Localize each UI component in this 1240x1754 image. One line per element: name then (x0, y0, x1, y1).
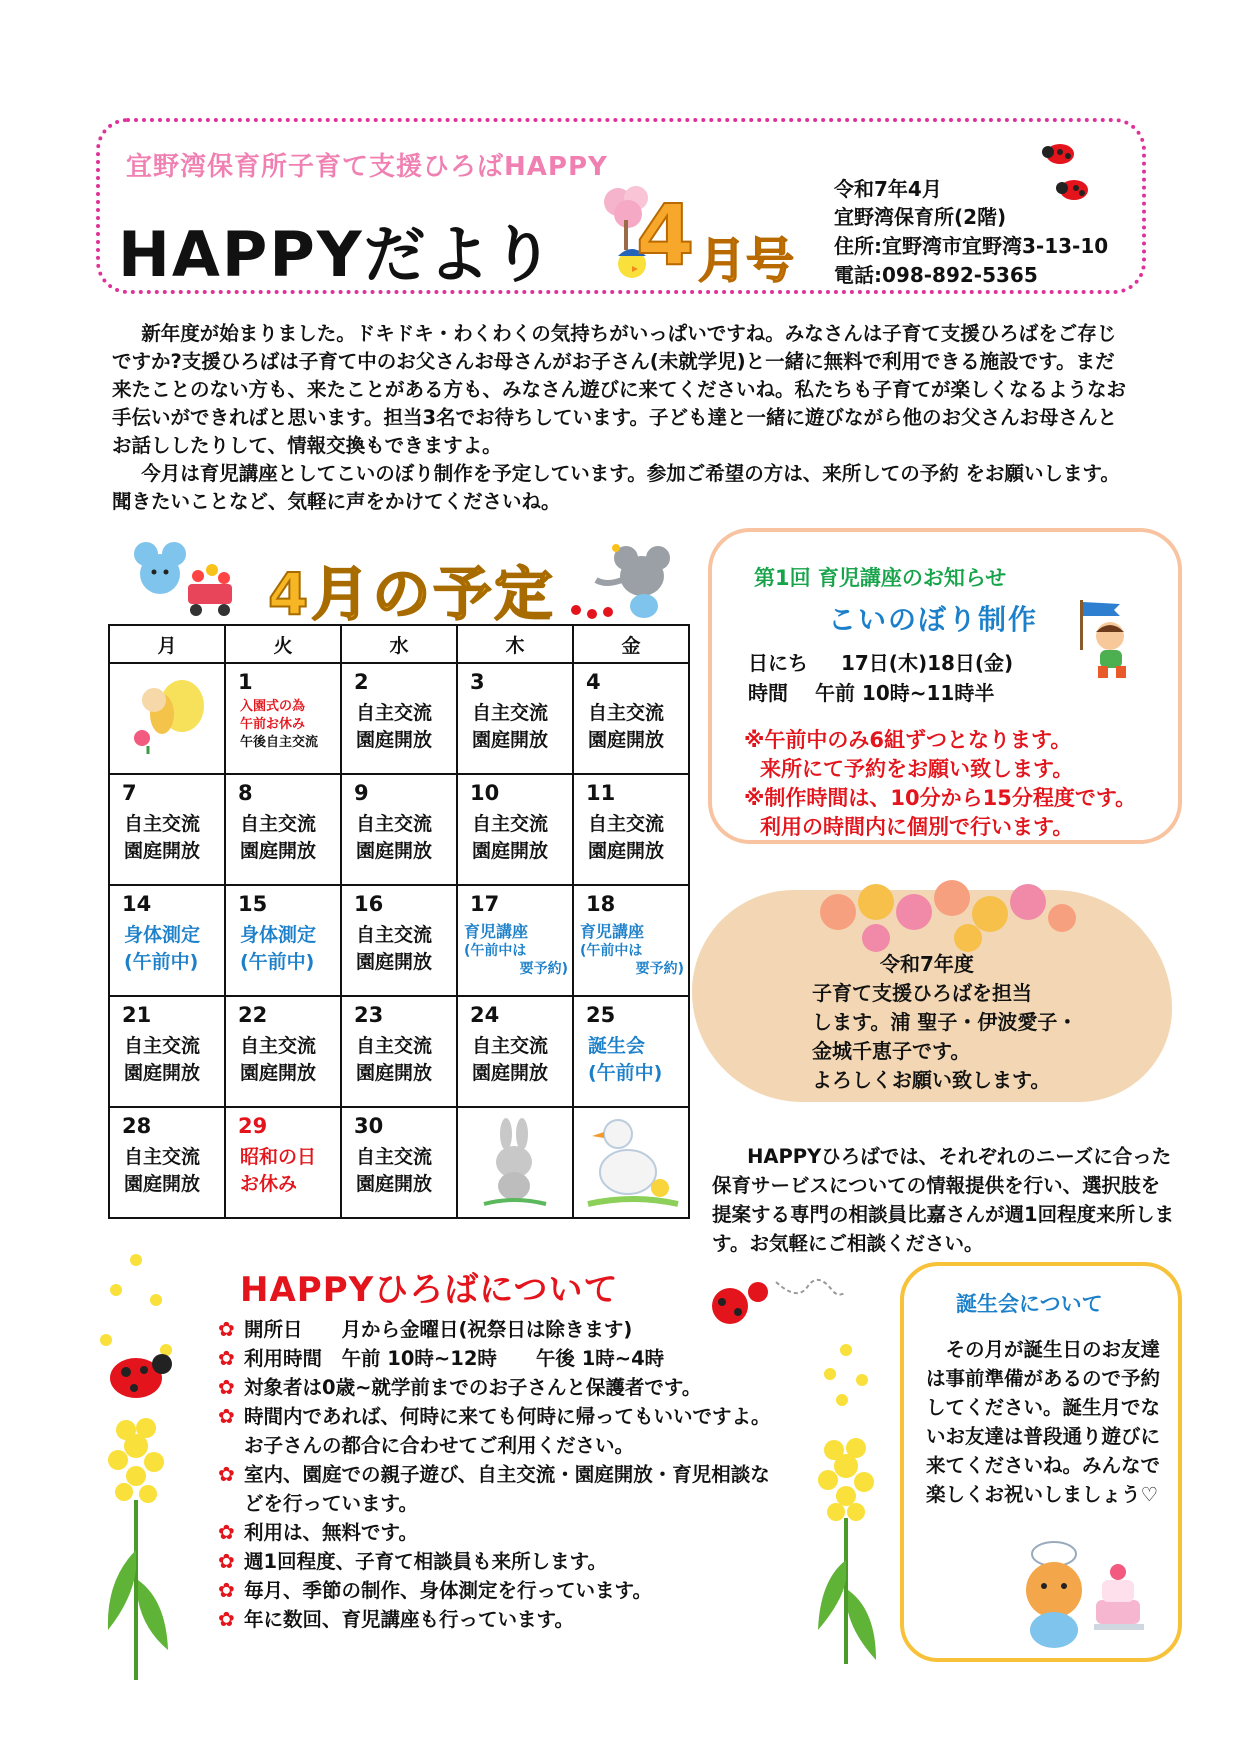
event-line: (午前中) (240, 951, 315, 973)
day-events (124, 922, 200, 976)
event-line: 自主交流 (240, 1035, 317, 1057)
day-number: 16 (354, 892, 384, 916)
day-number: 3 (470, 670, 485, 694)
event-line: 自主交流 (588, 702, 665, 724)
schedule-title: 4月の予定 (268, 560, 556, 628)
calendar-cell (573, 996, 689, 1107)
about-item: ✿ 年に数回、育児講座も行っています。 (218, 1605, 778, 1634)
course-time-label: 時間 (748, 681, 788, 705)
event-line: (午前中) (588, 1062, 663, 1084)
calendar-cell (341, 1107, 457, 1218)
day-events (240, 1033, 316, 1087)
event-line: 要予約) (519, 961, 568, 977)
staff-line: します。浦 聖子・伊波愛子・ (812, 1010, 1078, 1034)
rapeseed-flower-left-icon (96, 1250, 186, 1690)
event-line: (午前中は (580, 943, 643, 959)
day-events (124, 811, 200, 865)
day-events (124, 1144, 200, 1198)
event-line: 入園式の為 (240, 699, 306, 714)
staff-line: よろしくお願い致します。 (812, 1068, 1051, 1092)
day-number: 8 (238, 781, 253, 805)
day-number: 17 (470, 892, 500, 916)
day-number: 10 (470, 781, 500, 805)
day-number: 28 (122, 1114, 152, 1138)
event-line: 園庭開放 (356, 729, 433, 751)
flowers-icon (818, 868, 1078, 952)
about-item: ✿ 利用は、無料です。 (218, 1518, 778, 1547)
calendar-week (109, 996, 689, 1107)
calendar-cell (109, 1107, 225, 1218)
address: 住所:宜野湾市宜野湾3-13-10 (834, 234, 1109, 258)
day-events (472, 1033, 548, 1087)
weekday-header-row (109, 625, 689, 663)
weekday-header: 木 (457, 625, 573, 663)
event-line: 園庭開放 (240, 840, 317, 862)
day-number: 4 (586, 670, 601, 694)
calendar-cell-empty (109, 663, 225, 774)
calendar-cell (225, 996, 341, 1107)
birthday-text: その月が誕生日のお友達は事前準備があるので予約してください。誕生月でないお友達は普段通り遊びに来てくださいね。みんなで楽しくお祝いしましょう♡ (926, 1338, 1161, 1506)
about-item: ✿ 時間内であれば、何時に来ても何時に帰ってもいいですよ。お子さんの都合に合わせてご利用ください。 (218, 1402, 778, 1460)
course-time-row (748, 677, 994, 706)
birthday-text-block (926, 1335, 1162, 1509)
event-line: 自主交流 (472, 813, 549, 835)
day-number: 29 (238, 1114, 268, 1138)
butterfly-icon (128, 674, 208, 754)
day-number: 15 (238, 892, 268, 916)
event-line: 自主交流 (124, 1146, 201, 1168)
event-line: 園庭開放 (472, 1062, 549, 1084)
day-events (580, 922, 684, 978)
day-events (240, 1144, 316, 1198)
event-line: 自主交流 (240, 813, 317, 835)
day-number: 30 (354, 1114, 384, 1138)
event-line: 園庭開放 (472, 729, 549, 751)
event-line: 身体測定 (240, 924, 317, 946)
day-events (588, 700, 664, 754)
day-events (356, 1033, 432, 1087)
event-line: 要予約) (635, 961, 684, 977)
calendar-table (108, 624, 690, 1219)
event-line: 自主交流 (356, 1035, 433, 1057)
weekday-header: 水 (341, 625, 457, 663)
event-line: 園庭開放 (356, 1173, 433, 1195)
calendar-cell (573, 774, 689, 885)
event-line: 園庭開放 (240, 1062, 317, 1084)
calendar-cell (341, 996, 457, 1107)
rapeseed-flower-right-icon (806, 1340, 886, 1670)
day-number: 14 (122, 892, 152, 916)
event-line: お休み (240, 1173, 298, 1195)
calendar-cell (457, 996, 573, 1107)
event-line: 自主交流 (588, 813, 665, 835)
day-events (356, 811, 432, 865)
event-line: 園庭開放 (588, 840, 665, 862)
intro-text (112, 320, 1127, 516)
calendar-cell (341, 885, 457, 996)
day-number: 21 (122, 1003, 152, 1027)
event-line: 園庭開放 (124, 1062, 201, 1084)
staff-line: 子育て支援ひろばを担当 (812, 981, 1032, 1005)
about-item: ✿ 開所日 月から金曜日(祝祭日は除きます) (218, 1315, 778, 1344)
staff-line: 金城千恵子です。 (812, 1039, 971, 1063)
event-line: 自主交流 (356, 813, 433, 835)
event-line: 自主交流 (124, 813, 201, 835)
phone: 電話:098-892-5365 (834, 263, 1038, 287)
event-line: (午前中は (464, 943, 527, 959)
newsletter-title: HAPPYだより (118, 218, 556, 291)
rabbit-icon (480, 1118, 550, 1208)
facility-name: 宜野湾保育所(2階) (834, 205, 1007, 229)
day-number: 22 (238, 1003, 268, 1027)
about-title: HAPPYひろばについて (240, 1270, 619, 1310)
day-events (240, 922, 316, 976)
course-dates-row (748, 647, 1013, 676)
elephant-watering-icon (566, 540, 676, 624)
staff-message (812, 950, 1077, 1095)
issue-suffix: 月号 (698, 233, 795, 289)
bear-chef-with-cake-icon (1010, 1540, 1160, 1650)
day-events (356, 1144, 432, 1198)
calendar-cell (225, 663, 341, 774)
calendar-cell (573, 885, 689, 996)
event-line: 自主交流 (472, 1035, 549, 1057)
calendar-week (109, 774, 689, 885)
issue-number: 4 (636, 186, 695, 284)
event-line: 育児講座 (580, 922, 645, 941)
calendar-cell (109, 996, 225, 1107)
day-events (240, 698, 318, 752)
day-number: 25 (586, 1003, 616, 1027)
day-number: 9 (354, 781, 369, 805)
day-events (472, 811, 548, 865)
event-line: 自主交流 (356, 924, 433, 946)
event-line: 園庭開放 (124, 1173, 201, 1195)
calendar-cell (109, 885, 225, 996)
ladybug-icon (1038, 138, 1098, 210)
event-line: 自主交流 (356, 1146, 433, 1168)
event-line: 自主交流 (472, 702, 549, 724)
event-line: 園庭開放 (472, 840, 549, 862)
event-line: 誕生会 (588, 1035, 646, 1057)
calendar-cell (573, 663, 689, 774)
about-item: ✿ 利用時間 午前 10時~12時 午後 1時~4時 (218, 1344, 778, 1373)
course-note-2: ※制作時間は、10分から15分程度です。 (744, 786, 1137, 810)
calendar-week (109, 663, 689, 774)
calendar-cell (457, 885, 573, 996)
calendar-cell (225, 885, 341, 996)
day-number: 24 (470, 1003, 500, 1027)
duck-icon (588, 1114, 678, 1210)
day-number: 11 (586, 781, 616, 805)
event-line: 園庭開放 (124, 840, 201, 862)
course-note-1: ※午前中のみ6組ずつとなります。 (744, 728, 1072, 752)
weekday-header: 火 (225, 625, 341, 663)
birthday-title: 誕生会について (956, 1292, 1103, 1316)
advisor-text: HAPPYひろばでは、それぞれのニーズに合った保育サービスについての情報提供を行い、選択肢を提案する専門の相談員比嘉さんが週1回程度来所します。お気軽にご相談ください。 (712, 1145, 1175, 1255)
calendar-cell-holiday (225, 1107, 341, 1218)
event-line: (午前中) (124, 951, 199, 973)
day-events (124, 1033, 200, 1087)
about-item: ✿ 週1回程度、子育て相談員も来所します。 (218, 1547, 778, 1576)
issue-date: 令和7年4月 (834, 177, 942, 201)
about-list (218, 1315, 778, 1634)
day-events (356, 700, 432, 754)
course-heading: 第1回 育児講座のお知らせ (754, 566, 1007, 590)
event-line: 身体測定 (124, 924, 201, 946)
event-line: 昭和の日 (240, 1146, 317, 1168)
day-number: 7 (122, 781, 137, 805)
course-time: 午前 10時~11時半 (814, 681, 995, 705)
event-line: 自主交流 (356, 702, 433, 724)
event-line: 育児講座 (464, 922, 529, 941)
course-title: こいのぼり制作 (828, 603, 1039, 636)
day-number: 23 (354, 1003, 384, 1027)
event-line: 園庭開放 (356, 840, 433, 862)
course-dates: 17日(木)18日(金) (840, 651, 1014, 675)
about-item: ✿ 対象者は0歳~就学前までのお子さんと保護者です。 (218, 1373, 778, 1402)
calendar-cell-empty (457, 1107, 573, 1218)
advisor-info (712, 1142, 1178, 1258)
weekday-header: 金 (573, 625, 689, 663)
intro-paragraph-1: 新年度が始まりました。ドキドキ・わくわくの気持ちがいっぱいですね。みなさんは子育て支援ひろばをご存じですか?支援ひろばは子育て中のお父さんお母さんがお子さん(未就学児)と一緒に無料で利用できる施設です。まだ来たことのない方も、来たことがある方も、みなさん遊びに来てくださいね。私たちも子育てが楽しくなるようなお手伝いができればと思います。担当3名でお待ちしています。子ども達と一緒に遊びながら他のお父さんお母さんとお話ししたりして、情報交換もできますよ。 (112, 322, 1127, 457)
event-line: 自主交流 (124, 1035, 201, 1057)
weekday-header: 月 (109, 625, 225, 663)
event-line: 午前お休み (240, 717, 306, 732)
ladybug-icon (104, 1346, 174, 1402)
day-number: 1 (238, 670, 253, 694)
day-events (588, 811, 664, 865)
day-events (356, 922, 432, 976)
organization-name: 宜野湾保育所子育て支援ひろばHAPPY (126, 152, 608, 182)
intro-paragraph-2: 今月は育児講座としてこいのぼり制作を予定しています。参加ご希望の方は、来所しての予約 をお願いします。聞きたいことなど、気軽に声をかけてくださいね。 (112, 462, 1120, 513)
calendar-cell-empty (573, 1107, 689, 1218)
day-events (464, 922, 568, 978)
event-line: 園庭開放 (356, 1062, 433, 1084)
calendar-cell (341, 774, 457, 885)
day-number: 18 (586, 892, 616, 916)
calendar-week (109, 1107, 689, 1218)
boy-with-carp-streamer-icon (1070, 596, 1150, 684)
course-note-1b: 来所にて予約をお願い致します。 (760, 757, 1074, 781)
day-number: 2 (354, 670, 369, 694)
about-item: ✿ 毎月、季節の制作、身体測定を行っています。 (218, 1576, 778, 1605)
about-item: ✿ 室内、園庭での親子遊び、自主交流・園庭開放・育児相談などを行っています。 (218, 1460, 778, 1518)
event-line: 午後自主交流 (240, 735, 319, 750)
course-dates-label: 日にち (748, 651, 808, 675)
calendar-week (109, 885, 689, 996)
event-line: 園庭開放 (588, 729, 665, 751)
day-events (240, 811, 316, 865)
calendar-cell (341, 663, 457, 774)
day-events (472, 700, 548, 754)
day-events (588, 1033, 662, 1087)
calendar-cell (109, 774, 225, 885)
calendar-cell (457, 663, 573, 774)
course-note-2b: 利用の時間内に個別で行います。 (760, 815, 1074, 839)
mouse-with-cart-icon (130, 540, 240, 620)
calendar-cell (457, 774, 573, 885)
event-line: 園庭開放 (356, 951, 433, 973)
calendar-cell (225, 774, 341, 885)
staff-line: 令和7年度 (880, 952, 974, 976)
